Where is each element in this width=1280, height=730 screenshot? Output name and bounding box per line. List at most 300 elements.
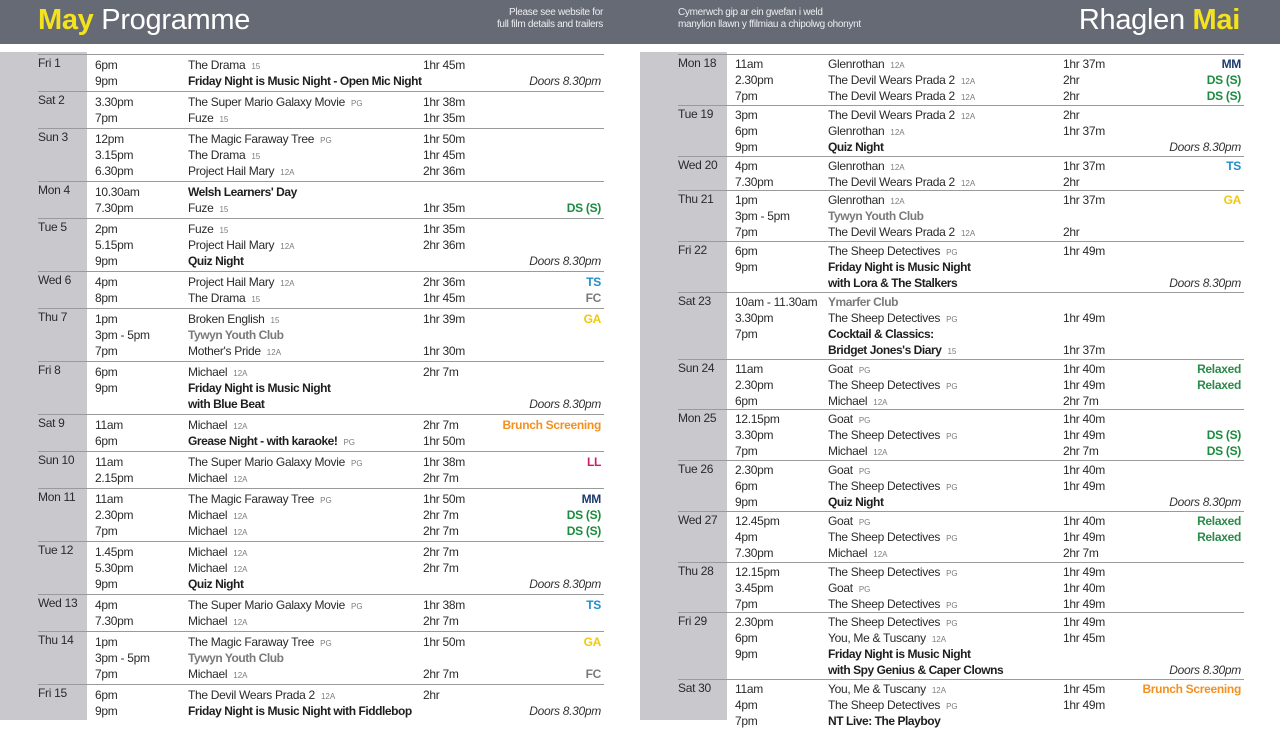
- event-title: [188, 470, 247, 488]
- screening-time: 7.30pm: [735, 174, 774, 189]
- event-title-text: Tywyn Youth Club: [188, 328, 284, 342]
- age-rating: 12A: [233, 549, 248, 558]
- screening-tag: FC: [585, 291, 601, 305]
- age-rating: PG: [946, 533, 958, 543]
- screening-tag: TS: [586, 275, 601, 289]
- screening-row: [678, 662, 1244, 678]
- screening-time: 7pm: [735, 596, 758, 611]
- screening-row: [38, 184, 604, 200]
- day-block: [38, 181, 604, 218]
- screening-tag: MM: [1221, 57, 1241, 71]
- event-title-text: Friday Night is Music Night with Fiddlebop: [188, 704, 412, 718]
- screening-row: [38, 343, 604, 359]
- screening-row: [38, 666, 604, 682]
- event-title-text: Michael: [828, 545, 868, 560]
- duration: 1hr 50m: [423, 132, 465, 146]
- screening-row: [38, 454, 604, 470]
- day-block: [38, 91, 604, 128]
- event-title-text: Quiz Night: [828, 495, 884, 509]
- duration: 1hr 40m: [1063, 463, 1105, 477]
- duration: 1hr 49m: [1063, 564, 1105, 579]
- screening-row: [38, 634, 604, 650]
- event-title-text: Michael: [188, 545, 228, 559]
- screening-time: 9pm: [735, 260, 758, 274]
- age-rating: PG: [946, 432, 958, 442]
- doors-time-note: Doors 8.30pm: [529, 74, 601, 88]
- age-rating: 12A: [960, 229, 976, 239]
- event-title-text: Michael: [188, 508, 228, 522]
- event-title: [188, 576, 244, 592]
- screening-row: [678, 243, 1244, 259]
- screening-tag: GA: [583, 312, 601, 326]
- day-label: Thu 14: [38, 633, 74, 647]
- age-rating: PG: [320, 136, 332, 145]
- day-block: [38, 541, 604, 594]
- screening-row: [678, 393, 1244, 409]
- event-title-text: Quiz Night: [188, 577, 244, 591]
- age-rating: PG: [320, 639, 332, 648]
- day-label: Thu 28: [678, 563, 714, 578]
- day-block: [38, 488, 604, 541]
- event-title-text: Fuze: [188, 222, 214, 236]
- event-title: [188, 327, 283, 343]
- screening-row: [678, 494, 1244, 510]
- age-rating: 15: [219, 226, 229, 235]
- website-note: [497, 7, 603, 31]
- screening-time: 12.15pm: [735, 412, 780, 427]
- screening-tag: DS (S): [1206, 444, 1241, 459]
- screening-row: [38, 560, 604, 576]
- event-title-text: Glenrothan: [828, 193, 885, 208]
- duration: 2hr 7m: [423, 471, 459, 485]
- event-title-text: Tywyn Youth Club: [828, 209, 924, 224]
- event-title-text: The Magic Faraway Tree: [188, 635, 315, 649]
- day-block: [38, 308, 604, 361]
- screening-tag: Relaxed: [1197, 377, 1241, 392]
- screening-row: [678, 361, 1244, 377]
- age-rating: 15: [219, 115, 229, 124]
- screening-row: [678, 224, 1244, 240]
- event-title-text: Bridget Jones's Diary: [828, 342, 942, 357]
- screening-time: 9pm: [95, 74, 118, 88]
- screening-tag: LL: [586, 455, 601, 469]
- duration: 1hr 40m: [1063, 513, 1105, 528]
- screening-time: 7pm: [735, 89, 758, 103]
- screening-time: 9pm: [95, 254, 118, 268]
- screening-time: 7.30pm: [735, 545, 774, 560]
- screening-time: 6.30pm: [95, 164, 134, 178]
- screening-time: 10am - 11.30am: [735, 294, 818, 309]
- age-rating: 12A: [931, 635, 947, 645]
- age-rating: PG: [946, 568, 958, 578]
- screening-time: 8pm: [95, 291, 118, 305]
- screening-time: 7pm: [735, 225, 758, 240]
- age-rating: 12A: [890, 127, 905, 137]
- screening-tag: GA: [1223, 193, 1241, 208]
- event-title-text: Glenrothan: [828, 158, 885, 173]
- event-title-text: with Spy Genius & Caper Clowns: [828, 663, 1004, 678]
- screening-row: [678, 646, 1244, 662]
- screening-row: [38, 364, 604, 380]
- screening-time: 3.30pm: [95, 95, 134, 109]
- event-title-text: Glenrothan: [828, 57, 885, 71]
- screening-time: 3pm - 5pm: [95, 328, 150, 342]
- day-label: Fri 8: [38, 363, 61, 377]
- screening-time: 3pm: [735, 107, 758, 122]
- screening-time: 11am: [95, 418, 123, 432]
- screening-time: 5.30pm: [95, 561, 134, 575]
- age-rating: 12A: [233, 369, 248, 378]
- screening-row: [38, 290, 604, 306]
- screening-row: [38, 131, 604, 147]
- duration: 1hr 35m: [423, 111, 465, 125]
- screening-row: [678, 681, 1244, 697]
- event-title: [828, 88, 975, 106]
- age-rating: 15: [270, 316, 280, 325]
- duration: 1hr 49m: [1063, 479, 1105, 493]
- duration: 1hr 30m: [423, 344, 465, 358]
- duration: 1hr 39m: [423, 312, 465, 326]
- event-title: [828, 294, 898, 310]
- duration: 1hr 50m: [423, 635, 465, 649]
- screening-tag: DS (S): [566, 201, 601, 215]
- doors-time-note: Doors 8.30pm: [529, 397, 601, 411]
- duration: 1hr 40m: [1063, 580, 1105, 595]
- age-rating: 12A: [960, 77, 976, 86]
- duration: 2hr 36m: [423, 164, 465, 178]
- age-rating: PG: [946, 619, 958, 629]
- screening-time: 3.30pm: [735, 310, 774, 325]
- duration: 1hr 37m: [1063, 57, 1105, 71]
- event-title-text: Goat: [828, 412, 853, 427]
- day-label: Wed 27: [678, 512, 718, 527]
- page-title: [38, 4, 250, 37]
- screening-tag: Brunch Screening: [1142, 682, 1241, 696]
- duration: 2hr 7m: [1063, 393, 1099, 408]
- day-block: [38, 594, 604, 631]
- event-title: [828, 224, 975, 242]
- day-label: Thu 21: [678, 192, 714, 207]
- event-title: [188, 200, 228, 218]
- age-rating: 15: [947, 346, 957, 356]
- screening-time: 3.15pm: [95, 148, 134, 162]
- event-title-text: Michael: [188, 365, 228, 379]
- age-rating: 12A: [931, 686, 947, 695]
- duration: 2hr: [1063, 225, 1080, 240]
- screening-row: [678, 377, 1244, 393]
- age-rating: 12A: [233, 671, 248, 680]
- day-block: [678, 156, 1244, 191]
- screening-row: [38, 396, 604, 412]
- duration: 2hr 7m: [1063, 545, 1099, 560]
- event-title: [188, 253, 244, 269]
- screening-time: 12.15pm: [735, 564, 780, 579]
- screening-row: [38, 110, 604, 126]
- day-block: [38, 218, 604, 271]
- screening-row: [678, 713, 1244, 729]
- day-block: [678, 409, 1244, 460]
- event-title-text: Michael: [188, 667, 228, 681]
- screening-tag: Relaxed: [1197, 513, 1241, 528]
- note-line: Cymerwch gip ar ein gwefan i weld: [678, 7, 823, 18]
- screening-time: 6pm: [735, 244, 758, 258]
- screening-row: [678, 342, 1244, 358]
- duration: 1hr 40m: [1063, 361, 1105, 376]
- programme-page-english: [0, 0, 640, 720]
- screening-row: [678, 564, 1244, 580]
- day-label: Fri 29: [678, 614, 707, 629]
- screening-time: 2.15pm: [95, 471, 134, 485]
- screening-row: [678, 630, 1244, 646]
- age-rating: PG: [320, 496, 332, 505]
- age-rating: PG: [351, 602, 363, 611]
- event-title: [828, 275, 957, 291]
- title-text: Programme: [101, 4, 251, 36]
- event-title: [828, 646, 971, 662]
- age-rating: PG: [351, 99, 363, 108]
- screening-time: 1.45pm: [95, 545, 134, 559]
- programme-page-welsh: [640, 0, 1280, 728]
- page-header: [0, 0, 640, 44]
- screening-time: 7pm: [95, 344, 118, 358]
- day-block: [38, 414, 604, 451]
- screening-time: 6pm: [95, 688, 118, 702]
- event-title-text: The Drama: [188, 148, 246, 162]
- duration: 2hr: [1063, 107, 1080, 122]
- screening-time: 12pm: [95, 132, 124, 146]
- age-rating: 12A: [890, 197, 905, 207]
- screening-time: 1pm: [95, 312, 118, 326]
- day-label: Tue 26: [678, 462, 714, 476]
- duration: 1hr 38m: [423, 598, 465, 612]
- event-title-text: Quiz Night: [828, 139, 884, 154]
- screening-time: 11am: [735, 57, 763, 71]
- age-rating: 12A: [890, 162, 905, 172]
- age-rating: PG: [858, 467, 871, 476]
- event-title-text: Mother's Pride: [188, 344, 261, 358]
- event-title-text: Michael: [188, 524, 228, 538]
- screening-time: 2.30pm: [735, 463, 774, 477]
- screening-row: [38, 327, 604, 343]
- event-title: [188, 380, 331, 396]
- day-label: Tue 19: [678, 106, 714, 121]
- day-label: Sat 30: [678, 681, 711, 695]
- screening-time: 2.30pm: [735, 73, 774, 87]
- age-rating: PG: [946, 483, 958, 492]
- screening-row: [678, 326, 1244, 342]
- event-title-text: Project Hail Mary: [188, 164, 275, 178]
- event-title-text: Fuze: [188, 201, 214, 215]
- screening-row: [678, 529, 1244, 545]
- age-rating: 12A: [280, 168, 295, 177]
- screening-tag: MM: [581, 492, 601, 506]
- event-title-text: The Magic Faraway Tree: [188, 132, 315, 146]
- event-title-text: The Sheep Detectives: [828, 310, 941, 325]
- month-highlight: Mai: [1192, 4, 1240, 36]
- screening-row: [38, 147, 604, 163]
- screening-time: 6pm: [95, 58, 118, 72]
- event-title-text: Michael: [188, 471, 228, 485]
- age-rating: 12A: [233, 422, 248, 431]
- event-title: [188, 523, 247, 541]
- screening-time: 9pm: [95, 704, 118, 718]
- day-label: Tue 5: [38, 220, 67, 234]
- screening-row: [38, 576, 604, 592]
- screening-time: 1pm: [735, 193, 758, 208]
- screening-row: [38, 380, 604, 396]
- event-title-text: The Super Mario Galaxy Movie: [188, 95, 345, 109]
- doors-time-note: Doors 8.30pm: [1169, 139, 1241, 154]
- screening-tag: FC: [585, 667, 601, 681]
- screening-time: 7.30pm: [95, 614, 134, 628]
- event-title-text: Goat: [828, 463, 853, 477]
- event-title-text: Goat: [828, 361, 853, 376]
- event-title: [188, 703, 412, 719]
- duration: 1hr 49m: [1063, 698, 1105, 712]
- event-title-text: Michael: [828, 393, 868, 408]
- duration: 1hr 37m: [1063, 158, 1105, 173]
- duration: 1hr 45m: [423, 291, 465, 305]
- age-rating: PG: [946, 702, 958, 711]
- screening-time: 4pm: [735, 529, 758, 544]
- duration: 2hr: [1063, 73, 1080, 87]
- event-title: [188, 343, 281, 361]
- age-rating: 12A: [280, 242, 295, 251]
- screening-tag: GA: [583, 635, 601, 649]
- event-title: [828, 326, 934, 342]
- event-title-text: Glenrothan: [828, 123, 885, 138]
- screening-row: [678, 443, 1244, 459]
- screening-row: [678, 174, 1244, 190]
- screening-row: [38, 470, 604, 486]
- event-title-text: Fuze: [188, 111, 214, 125]
- event-title-text: NT Live: The Playboy: [828, 714, 941, 728]
- screening-time: 9pm: [735, 647, 758, 662]
- screening-row: [38, 597, 604, 613]
- event-title-text: The Super Mario Galaxy Movie: [188, 598, 345, 612]
- event-title-text: Michael: [188, 418, 228, 432]
- screening-time: 4pm: [735, 698, 758, 712]
- age-rating: 12A: [233, 618, 248, 627]
- event-title-text: Welsh Learners' Day: [188, 185, 297, 199]
- doors-time-note: Doors 8.30pm: [1169, 663, 1241, 678]
- age-rating: PG: [946, 248, 958, 257]
- screening-time: 6pm: [735, 393, 758, 408]
- event-title-text: The Sheep Detectives: [828, 615, 941, 630]
- screening-row: [678, 192, 1244, 208]
- event-title-text: Project Hail Mary: [188, 238, 275, 252]
- doors-time-note: Doors 8.30pm: [1169, 495, 1241, 509]
- event-title-text: Michael: [188, 561, 228, 575]
- screening-row: [38, 253, 604, 269]
- event-title: [828, 139, 884, 155]
- event-title-text: The Sheep Detectives: [828, 244, 941, 258]
- event-title-text: Michael: [828, 444, 868, 459]
- age-rating: 12A: [960, 111, 976, 121]
- event-title-text: Michael: [188, 614, 228, 628]
- duration: 1hr 37m: [1063, 193, 1105, 208]
- screening-time: 9pm: [95, 381, 118, 395]
- screening-time: 6pm: [95, 365, 118, 379]
- screening-row: [38, 311, 604, 327]
- event-title: [188, 396, 264, 412]
- event-title-text: Friday Night is Music Night: [188, 381, 331, 395]
- screening-row: [678, 275, 1244, 291]
- screening-row: [678, 545, 1244, 561]
- day-block: [38, 361, 604, 414]
- screening-row: [38, 507, 604, 523]
- screening-row: [678, 88, 1244, 104]
- event-title: [188, 163, 295, 181]
- screening-time: 5.15pm: [95, 238, 134, 252]
- duration: 1hr 38m: [423, 95, 465, 109]
- age-rating: 12A: [873, 549, 888, 559]
- age-rating: 15: [251, 62, 261, 71]
- screening-tag: DS (S): [1206, 428, 1241, 443]
- day-block: [678, 190, 1244, 241]
- screening-row: [38, 650, 604, 666]
- screening-tag: TS: [586, 598, 601, 612]
- duration: 2hr 7m: [423, 561, 459, 575]
- screening-row: [678, 580, 1244, 596]
- duration: 1hr 50m: [423, 434, 465, 448]
- event-title-text: Goat: [828, 580, 853, 595]
- duration: 2hr 7m: [423, 667, 459, 681]
- day-label: Wed 6: [38, 273, 71, 287]
- screening-time: 11am: [95, 492, 123, 506]
- screening-row: [38, 491, 604, 507]
- age-rating: 12A: [320, 692, 336, 701]
- age-rating: PG: [946, 381, 958, 391]
- duration: 1hr 49m: [1063, 529, 1105, 544]
- event-title: [828, 545, 887, 563]
- duration: 2hr 7m: [423, 545, 459, 559]
- screening-time: 7pm: [735, 444, 758, 459]
- screening-time: 3.30pm: [735, 428, 774, 443]
- screening-row: [678, 427, 1244, 443]
- screening-tag: DS (S): [566, 508, 601, 522]
- screening-row: [678, 72, 1244, 88]
- day-block: [38, 54, 604, 91]
- age-rating: 12A: [233, 512, 248, 521]
- event-title: [828, 494, 884, 510]
- screening-tag: Relaxed: [1197, 529, 1241, 544]
- duration: 1hr 40m: [1063, 412, 1105, 427]
- duration: 2hr 36m: [423, 238, 465, 252]
- event-title-text: Tywyn Youth Club: [188, 651, 284, 665]
- day-label: Sun 3: [38, 130, 68, 144]
- screening-row: [678, 310, 1244, 326]
- screening-row: [38, 94, 604, 110]
- day-label: Mon 18: [678, 56, 717, 70]
- duration: 1hr 38m: [423, 455, 465, 469]
- duration: 1hr 50m: [423, 492, 465, 506]
- duration: 1hr 45m: [1063, 631, 1105, 646]
- event-title-text: Ymarfer Club: [828, 294, 898, 309]
- event-title: [828, 443, 887, 461]
- day-label: Wed 20: [678, 157, 718, 172]
- screening-time: 2.30pm: [735, 377, 774, 392]
- event-title: [188, 110, 228, 128]
- page-header: [640, 0, 1280, 44]
- day-block: [678, 460, 1244, 511]
- event-title: [188, 290, 260, 308]
- screening-time: 9pm: [735, 139, 758, 154]
- day-label: Sat 2: [38, 93, 65, 107]
- screening-row: [38, 200, 604, 216]
- day-label: Sun 24: [678, 360, 715, 375]
- screening-tag: Brunch Screening: [502, 418, 601, 432]
